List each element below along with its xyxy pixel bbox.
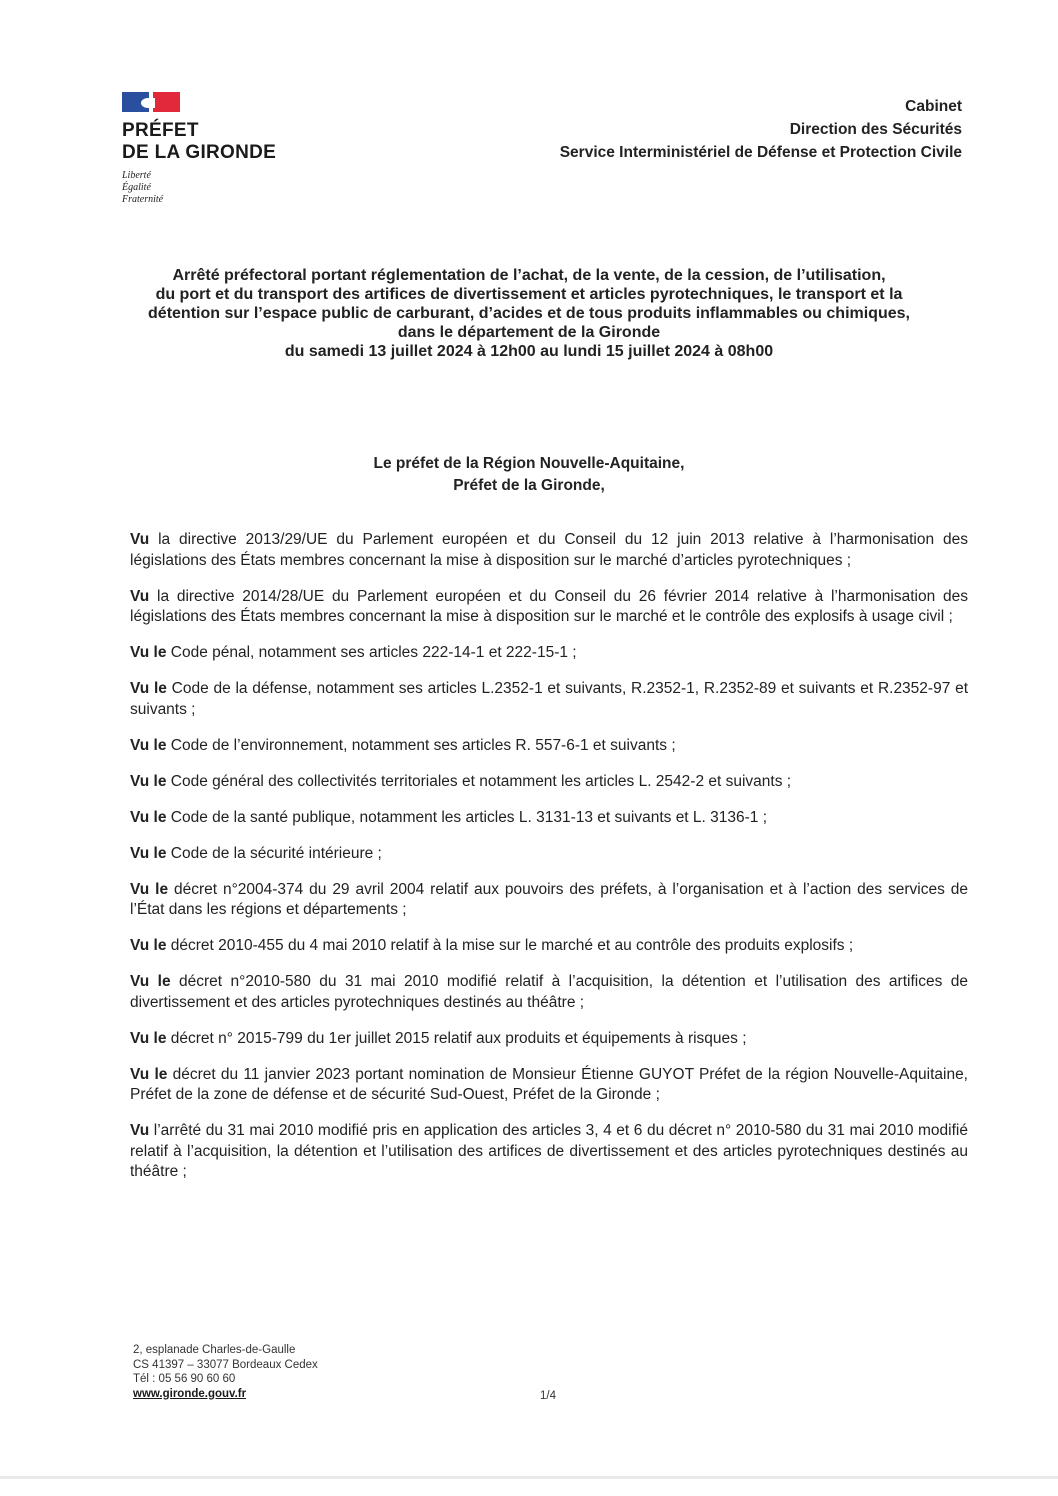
footer-website-link[interactable]: www.gironde.gouv.fr xyxy=(133,1387,247,1400)
prefect-line-1: Le préfet de la Région Nouvelle-Aquitaine, xyxy=(373,455,685,472)
visa-paragraph: Vu le Code de l’environnement, notamment ses articles R. 557-6-1 et suivants ; xyxy=(130,736,676,754)
footer-address-line-2: CS 41397 – 33077 Bordeaux Cedex xyxy=(133,1358,318,1371)
devise-fraternite: Fraternité xyxy=(122,194,164,205)
visa-paragraph: Vu la directive 2013/29/UE du Parlement européen et du Conseil du 12 juin 2013 relative à l’harmonisation des législations des États membres concernant la mise à disposition sur le marché d’articles pyrotechniques ; xyxy=(130,531,968,569)
visa-paragraph: Vu la directive 2014/28/UE du Parlement européen et du Conseil du 26 février 2014 relative à l’harmonisation des législations des États membres concernant la mise à disposition sur le marché et le contrôle des explosifs à usage civil ; xyxy=(130,587,968,625)
footer-phone: Tél : 05 56 90 60 60 xyxy=(133,1373,236,1385)
service-line-1: Cabinet xyxy=(905,98,962,115)
footer-address-line-1: 2, esplanade Charles-de-Gaulle xyxy=(133,1344,296,1356)
title-line-5: du samedi 13 juillet 2024 à 12h00 au lundi 15 juillet 2024 à 08h00 xyxy=(284,343,774,360)
page-number: 1/4 xyxy=(540,1390,556,1402)
service-header xyxy=(560,95,962,164)
title-line-3: détention sur l’espace public de carburant, d’acides et de tous produits inflammables ou chimiques, xyxy=(148,305,910,322)
title-line-1: Arrêté préfectoral portant réglementation de l’achat, de la vente, de la cession, de l’utilisation, xyxy=(172,267,886,284)
document-title xyxy=(80,266,978,361)
visa-paragraph: Vu le Code de la sécurité intérieure ; xyxy=(130,844,382,862)
devise-liberte: Liberté xyxy=(122,170,151,181)
visa-paragraph: Vu le Code de la santé publique, notamment les articles L. 3131-13 et suivants et L. 3136-1 ; xyxy=(130,808,768,826)
service-line-3: Service Interministériel de Défense et Protection Civile xyxy=(559,144,962,161)
service-line-2: Direction des Sécurités xyxy=(789,121,962,138)
visa-paragraph: Vu le Code pénal, notamment ses articles 222-14-1 et 222-15-1 ; xyxy=(130,644,577,661)
logo-devise xyxy=(122,170,322,206)
prefet-logo xyxy=(122,92,322,206)
visa-paragraph: Vu le Code général des collectivités territoriales et notamment les articles L. 2542-2 et suivants ; xyxy=(130,772,792,790)
visa-paragraph: Vu le décret du 11 janvier 2023 portant nomination de Monsieur Étienne GUYOT Préfet de la région Nouvelle-Aquitaine, Préfet de la zone de défense et de sécurité Sud-Ouest, Préfet de la Gironde ; xyxy=(130,1065,968,1103)
visa-paragraph: Vu le décret n°2004-374 du 29 avril 2004 relatif aux pouvoirs des préfets, à l’organisation et à l’action des services de l’État dans les régions et départements ; xyxy=(130,880,968,918)
title-line-2: du port et du transport des artifices de divertissement et articles pyrotechniques, le transport et la xyxy=(155,286,903,303)
visa-paragraph: Vu le décret n°2010-580 du 31 mai 2010 modifié relatif à l’acquisition, la détention et l’utilisation des artifices de divertissement et des articles pyrotechniques destinés au théâtre ; xyxy=(130,973,968,1011)
scan-edge-divider xyxy=(0,1476,1058,1479)
visa-paragraph: Vu le décret n° 2015-799 du 1er juillet 2015 relatif aux produits et équipements à risques ; xyxy=(130,1029,747,1047)
visa-paragraph: Vu l’arrêté du 31 mai 2010 modifié pris en application des articles 3, 4 et 6 du décret n° 2010-580 du 31 mai 2010 modifié relatif à l’acquisition, la détention et l’utilisation des artifices de divertissement et des articles pyrotechniques destinés au théâtre ; xyxy=(130,1122,968,1180)
prefect-line-2: Préfet de la Gironde, xyxy=(453,477,605,494)
devise-egalite: Égalité xyxy=(122,182,151,193)
visas-list xyxy=(130,530,968,1198)
logo-line-2: DE LA GIRONDE xyxy=(122,142,277,163)
republic-flag-icon xyxy=(122,92,180,112)
logo-line-1: PRÉFET xyxy=(122,120,199,141)
visa-paragraph: Vu le Code de la défense, notamment ses articles L.2352-1 et suivants, R.2352-1, R.2352-89 et suivants et R.2352-97 et suivants ; xyxy=(130,680,968,718)
prefect-heading xyxy=(80,453,978,497)
footer-address xyxy=(133,1343,318,1401)
visa-paragraph: Vu le décret 2010-455 du 4 mai 2010 relatif à la mise sur le marché et au contrôle des produits explosifs ; xyxy=(130,937,854,954)
title-line-4: dans le département de la Gironde xyxy=(397,324,661,341)
